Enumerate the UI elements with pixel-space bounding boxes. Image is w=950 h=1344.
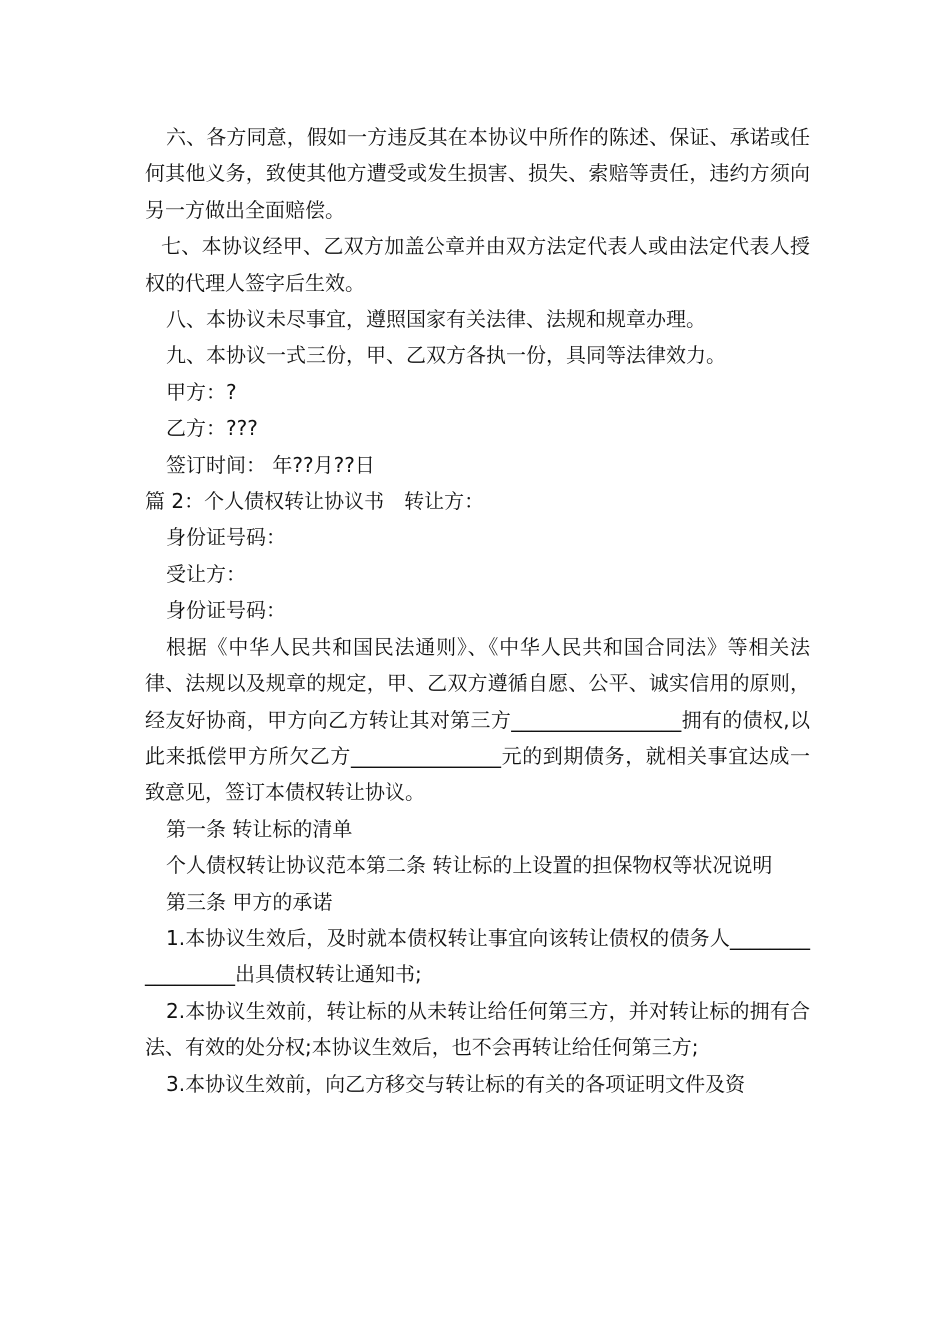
transferor-id-line: 身份证号码：	[166, 525, 286, 550]
signing-date-line: 签订时间： 年??月??日	[166, 452, 375, 477]
paragraph-clause-8: 八、本协议未尽事宜，遵照国家有关法律、法规和规章办理。	[166, 307, 706, 332]
document-body	[145, 119, 810, 1102]
transferee-line: 受让方：	[166, 561, 246, 586]
promise-item-2: 2.本协议生效前，转让标的从未转让给任何第三方，并对转让标的拥有合法、有效的处分权;本协议生效后，也不会再转让给任何第三方;	[145, 998, 810, 1060]
paragraph-clause-6: 六、各方同意，假如一方违反其在本协议中所作的陈述、保证、承诺或任何其他义务，致使其他方遭受或发生损害、损失、索赔等责任，违约方须向另一方做出全面赔偿。	[145, 125, 810, 222]
promise-item-1: 1.本协议生效后，及时就本债权转让事宜向该转让债权的债务人_________________出具债权转让通知书;	[145, 925, 810, 987]
article-2-heading: 个人债权转让协议范本第二条 转让标的上设置的担保物权等状况说明	[166, 853, 773, 878]
paragraph-clause-9: 九、本协议一式三份，甲、乙双方各执一份，具同等法律效力。	[166, 343, 726, 368]
party-b-line: 乙方：???	[166, 416, 258, 441]
paragraph-clause-7: 七、本协议经甲、乙双方加盖公章并由双方法定代表人或由法定代表人授权的代理人签字后生效。	[145, 234, 810, 295]
promise-item-3: 3.本协议生效前，向乙方移交与转让标的有关的各项证明文件及资	[166, 1071, 746, 1096]
article-3-heading: 第三条 甲方的承诺	[166, 889, 333, 914]
section-heading-part-2: 篇 2：个人债权转让协议书 转让方：	[145, 489, 485, 514]
article-1-heading: 第一条 转让标的清单	[166, 816, 353, 841]
paragraph-preamble: 根据《中华人民共和国民法通则》、《中华人民共和国合同法》等相关法律、法规以及规章的规定，甲、乙双方遵循自愿、公平、诚实信用的原则，经友好协商，甲方向乙方转让其对第三方_________________拥有的债权,以此来抵偿甲方所欠乙方_______________元的到期债务，就相关事宜达成一致意见，签订本债权转让协议。	[145, 634, 810, 805]
transferee-id-line: 身份证号码：	[166, 598, 286, 623]
party-a-line: 甲方：?	[166, 379, 237, 404]
